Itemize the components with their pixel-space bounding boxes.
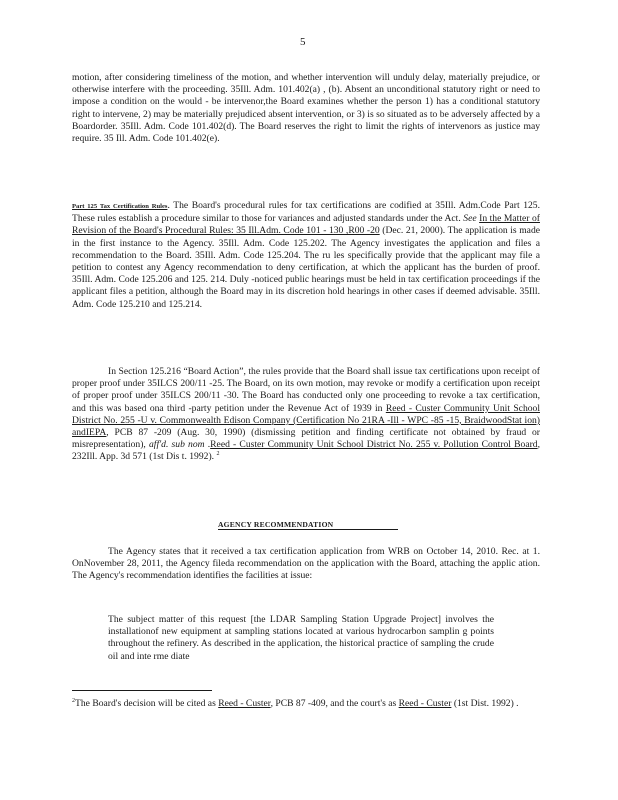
- reed-custer-case-citation: Reed - Custer Community Unit School District No. 255 -U v. Commonwealth Edison Company (Certification No 21RA -Ill - WPC -85 -15, BraidwoodStat ion) andIEPA: [72, 402, 540, 439]
- section-heading: AGENCY RECOMMENDATION: [218, 520, 398, 530]
- paragraph-tax-certification-rules: [72, 200, 540, 311]
- affd-sub-nom: aff'd. sub nom: [148, 439, 205, 451]
- paragraph-intervention: motion, after considering timeliness of the motion, and whether intervention will unduly delay, materially prejudice, or otherwise interfere with the proceeding. 35Ill. Adm. 101.402(a) , (b). Absent an unconditional statutory right or need to impose a condition on the would - be intervenor,the Board examines whether the person 1) has a conditional statutory right to intervene, 2) may be materially prejudiced absent intervention, or 3) is so situated as to be adversely affected by a Boardorder. 35Ill. Adm. Code 101.402(d). The Board reserves the right to limit the rights of intervenors as justice may require. 35 Ill. Adm. Code 101.402(e).: [72, 72, 540, 145]
- procedural-rules-case-ref: In the Matter of Revision of the Board's Procedural Rules: 35 Ill.Adm. Code 101 - 130 ,R00 -20: [72, 213, 540, 237]
- paragraph-2-text-b: (Dec. 21, 2000). The application is made in the first instance to the Agency. 35Ill. Adm. Code 125.202. The Agency investigates the application and files a recommendation to the Board. 35Ill. Adm. Code 125.204. The ru les specifically provide that the applicant may file a petition to contest any Agency recommendation to deny certification, at which the applicant has the burden of proof. 35Ill. Adm. Code 125.206 and 125. 214. Duly -noticed public hearings must be held in tax certification proceedings if the applicant files a petition, although the Board may in its discretion hold hearings in other cases if deemed advisable. 35Ill. Adm. Code 125.210 and 125.214.: [72, 225, 540, 310]
- paragraph-3-text-c: , 232Ill. App. 3d 571 (1st Dis t. 1992).: [72, 439, 541, 463]
- paragraph-board-action: In Section 125.216 “Board Action”, the rules provide that the Board shall issue tax certifications upon receipt of proper proof under 35ILCS 200/11 -25. The Board, on its own motion, may revoke or modify a certification upon receipt of proper proof under 35ILCS 200/11 -30. The Board has conducted only one proceeding to revoke a tax certification, and this was based ona third -party petition under the Revenue Act of 1939 in Reed - Custer Community Unit School District No. 255 -U v. Commonwealth Edison Company (Certification No 21RA -Ill - WPC -85 -15, BraidwoodStat ion) andIEPA, PCB 87 -209 (Aug. 30, 1990) (dismissing petition and finding certificate not obtained by fraud or misrepresentation), aff'd. sub nom .Reed - Custer Community Unit School District No. 255 v. Pollution Control Board, 232Ill. App. 3d 571 (1st Dis t. 1992). $^2$: [72, 366, 541, 463]
- paragraph-3-text-a: In Section 125.216 “Board Action”, the rules provide that the Board shall issue tax certifications upon receipt of proper proof under 35ILCS 200/11 -25. The Board, on its own motion, may revoke or modify a certification upon receipt of proper proof under 35ILCS 200/11 -30. The Board has conducted only one proceeding to revoke a tax certification, and this was based ona third -party petition under the Revenue Act of 1939 in: [72, 366, 540, 414]
- footnote-cite-2: Reed - Custer: [398, 698, 452, 709]
- footnote-text-a: The Board's decision will be cited as: [75, 698, 216, 709]
- paragraph-3-text-b: , PCB 87 -209 (Aug. 30, 1990) (dismissing petition and finding certificate not obtained by fraud or misrepresentation),: [72, 427, 540, 451]
- footnote-mark: 2: [72, 697, 75, 704]
- page-number: 5: [300, 36, 306, 48]
- footnote-text-b: , PCB 87 -409, and the court's as: [270, 698, 397, 709]
- block-quote: The subject matter of this request [the LDAR Sampling Station Upgrade Project] involves the installationof new equipment at sampling stations located at various hydrocarbon samplin g points throughout the refinery. As described in the application, the historical practice of sampling the crude oil and inte rme diate: [108, 614, 494, 662]
- paragraph-agency-statement: The Agency states that it received a tax certification application from WRB on October 14, 2010. Rec. at 1. OnNovember 28, 2011, the Agency fileda recommendation on the application with the Board, attaching the applic ation. The Agency's recommendation identifies the facilities at issue:: [72, 546, 540, 582]
- part-125-heading: Part 125 Tax Certification Rules: [72, 203, 168, 210]
- see-signal: See: [463, 213, 477, 225]
- footnote: [72, 698, 540, 710]
- reed-custer-appeal-citation: Reed - Custer Community Unit School District No. 255 v. Pollution Control Board: [210, 439, 538, 451]
- paragraph-2-text-a: . The Board's procedural rules for tax certifications are codified at 35Ill. Adm.Code Part 125. These rules establish a procedure similar to those for variances and adjusted standards under the Act.: [72, 200, 540, 225]
- footnote-cite-1: Reed - Custer: [218, 698, 271, 709]
- footnote-reference: 2: [216, 451, 220, 458]
- footnote-separator: [72, 690, 212, 691]
- footnote-text-c: (1st Dist. 1992) .: [453, 698, 519, 709]
